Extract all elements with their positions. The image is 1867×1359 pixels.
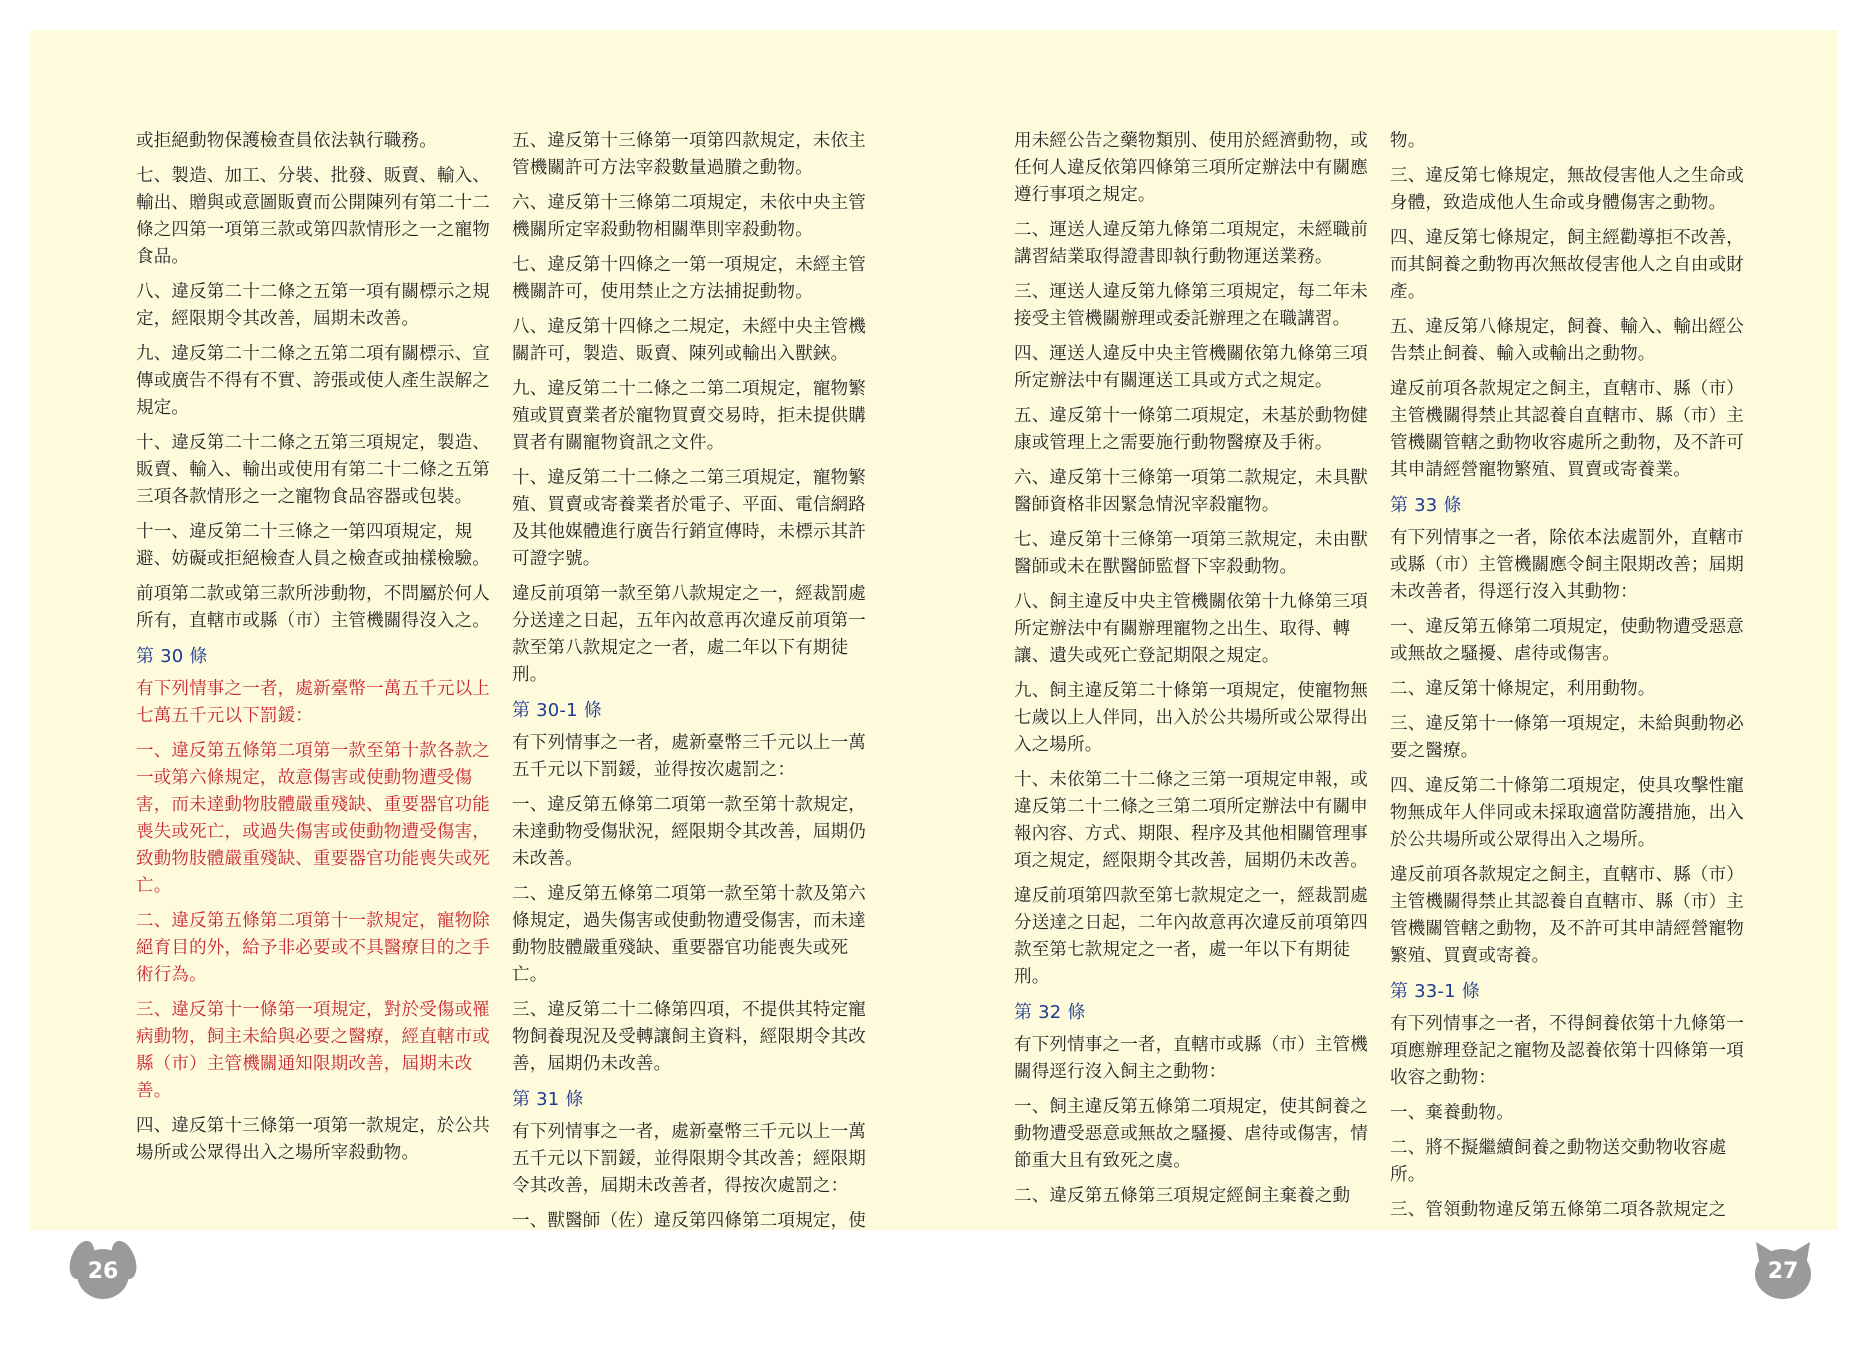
paragraph: 七、違反第十三條第一項第三款規定，未由獸醫師或未在獸醫師監督下宰殺動物。 <box>1014 530 1368 577</box>
page-number-left-text: 26 <box>87 1259 119 1284</box>
paragraph: 五、違反第八條規定，飼養、輸入、輸出經公告禁止飼養、輸入或輸出之動物。 <box>1390 317 1744 364</box>
paragraph: 違反前項各款規定之飼主，直轄市、縣（市）主管機關得禁止其認養自直轄市、縣（市）主管機關管轄之動物收容處所之動物，及不許可其申請經營寵物繁殖、買賣或寄養業。 <box>1390 379 1744 480</box>
paragraph: 四、違反第七條規定，飼主經勸導拒不改善，而其飼養之動物再次無故侵害他人之自由或財產。 <box>1390 228 1744 302</box>
paragraph: 六、違反第十三條第一項第二款規定，未具獸醫師資格非因緊急情況宰殺寵物。 <box>1014 468 1368 515</box>
paragraph: 三、違反第十一條第一項規定，未給與動物必要之醫療。 <box>1390 714 1744 761</box>
page-number-right <box>1748 1234 1818 1304</box>
paragraph: 用未經公告之藥物類別、使用於經濟動物，或任何人違反依第四條第三項所定辦法中有關應遵行事項之規定。 <box>1014 131 1368 205</box>
article-heading: 第 33-1 條 <box>1390 981 1480 1002</box>
paragraph: 違反前項第四款至第七款規定之一，經裁罰處分送達之日起，二年內故意再次違反前項第四款至第七款規定之一者，處一年以下有期徒刑。 <box>1014 886 1368 987</box>
paragraph: 或拒絕動物保護檢查員依法執行職務。 <box>136 131 437 151</box>
emphasized-paragraph: 有下列情事之一者，處新臺幣一萬五千元以上七萬五千元以下罰鍰： <box>136 679 490 726</box>
article-heading: 第 33 條 <box>1390 495 1462 516</box>
paragraph: 有下列情事之一者，處新臺幣三千元以上一萬五千元以下罰鍰，並得按次處罰之： <box>512 733 866 780</box>
paragraph: 三、違反第七條規定，無故侵害他人之生命或身體，致造成他人生命或身體傷害之動物。 <box>1390 166 1744 213</box>
paragraph: 四、運送人違反中央主管機關依第九條第三項所定辦法中有關運送工具或方式之規定。 <box>1014 344 1368 391</box>
article-heading: 第 32 條 <box>1014 1002 1086 1023</box>
article-heading: 第 30-1 條 <box>512 700 602 721</box>
paragraph: 二、違反第五條第三項規定經飼主棄養之動 <box>1014 1186 1351 1206</box>
paragraph: 九、違反第二十二條之五第二項有關標示、宣傳或廣告不得有不實、誇張或使人產生誤解之規定。 <box>136 344 490 418</box>
paragraph: 六、違反第十三條第二項規定，未依中央主管機關所定宰殺動物相關準則宰殺動物。 <box>512 193 866 240</box>
article-heading: 第 31 條 <box>512 1089 584 1110</box>
paragraph: 一、違反第五條第二項規定，使動物遭受惡意或無故之騷擾、虐待或傷害。 <box>1390 617 1744 664</box>
emphasized-paragraph: 三、違反第十一條第一項規定，對於受傷或罹病動物，飼主未給與必要之醫療，經直轄市或縣（市）主管機關通知限期改善，屆期未改善。 <box>136 1000 490 1101</box>
paragraph: 有下列情事之一者，不得飼養依第十九條第一項應辦理登記之寵物及認養依第十四條第一項收容之動物： <box>1390 1014 1744 1088</box>
paragraph: 一、獸醫師（佐）違反第四條第二項規定，使 <box>512 1211 866 1231</box>
paragraph: 七、違反第十四條之一第一項規定，未經主管機關許可，使用禁止之方法捕捉動物。 <box>512 255 866 302</box>
paragraph: 二、將不擬繼續飼養之動物送交動物收容處所。 <box>1390 1138 1727 1185</box>
right-page-column-2 <box>1390 128 1744 1232</box>
left-page-column-2 <box>512 128 866 1243</box>
article-heading: 第 30 條 <box>136 646 208 667</box>
page-number-right-text: 27 <box>1767 1259 1799 1284</box>
paragraph: 八、飼主違反中央主管機關依第十九條第三項所定辦法中有關辦理寵物之出生、取得、轉讓、遺失或死亡登記期限之規定。 <box>1014 592 1368 666</box>
left-page-column-1 <box>136 128 490 1175</box>
paragraph: 十、違反第二十二條之五第三項規定，製造、販賣、輸入、輸出或使用有第二十二條之五第三項各款情形之一之寵物食品容器或包裝。 <box>136 433 490 507</box>
page-number-left <box>68 1234 138 1304</box>
paragraph: 三、違反第二十二條第四項，不提供其特定寵物飼養現況及受轉讓飼主資料，經限期令其改善，屆期仍未改善。 <box>512 1000 866 1074</box>
paragraph: 三、管領動物違反第五條第二項各款規定之 <box>1390 1200 1727 1220</box>
paragraph: 違反前項第一款至第八款規定之一，經裁罰處分送達之日起，五年內故意再次違反前項第一款至第八款規定之一者，處二年以下有期徒刑。 <box>512 584 866 685</box>
paragraph: 十一、違反第二十三條之一第四項規定，規避、妨礙或拒絕檢查人員之檢查或抽樣檢驗。 <box>136 522 490 569</box>
emphasized-paragraph: 二、違反第五條第二項第十一款規定，寵物除絕育目的外，給予非必要或不具醫療目的之手術行為。 <box>136 911 490 985</box>
paragraph: 七、製造、加工、分裝、批發、販賣、輸入、輸出、贈與或意圖販賣而公開陳列有第二十二條之四第一項第三款或第四款情形之一之寵物食品。 <box>136 166 490 267</box>
paragraph: 有下列情事之一者，處新臺幣三千元以上一萬五千元以下罰鍰，並得限期令其改善；經限期令其改善，屆期未改善者，得按次處罰之： <box>512 1122 866 1196</box>
emphasized-paragraph: 一、違反第五條第二項第一款至第十款各款之一或第六條規定，故意傷害或使動物遭受傷害，而未達動物肢體嚴重殘缺、重要器官功能喪失或死亡，或過失傷害或使動物遭受傷害，致動物肢體嚴重殘缺、重要器官功能喪失或死亡。 <box>136 741 490 896</box>
paragraph: 二、違反第五條第二項第一款至第十款及第六條規定，過失傷害或使動物遭受傷害，而未達動物肢體嚴重殘缺、重要器官功能喪失或死亡。 <box>512 884 866 985</box>
paragraph: 二、違反第十條規定，利用動物。 <box>1390 679 1656 699</box>
paragraph: 違反前項各款規定之飼主，直轄市、縣（市）主管機關得禁止其認養自直轄市、縣（市）主管機關管轄之動物，及不許可其申請經營寵物繁殖、買賣或寄養。 <box>1390 865 1744 966</box>
paragraph: 前項第二款或第三款所涉動物，不問屬於何人所有，直轄市或縣（市）主管機關得沒入之。 <box>136 584 490 631</box>
paragraph: 十、違反第二十二條之二第三項規定，寵物繁殖、買賣或寄養業者於電子、平面、電信網路及其他媒體進行廣告行銷宣傳時，未標示其許可證字號。 <box>512 468 866 569</box>
paragraph: 三、運送人違反第九條第三項規定，每二年未接受主管機關辦理或委託辦理之在職講習。 <box>1014 282 1368 329</box>
paragraph: 二、運送人違反第九條第二項規定，未經職前講習結業取得證書即執行動物運送業務。 <box>1014 220 1368 267</box>
paragraph: 一、飼主違反第五條第二項規定，使其飼養之動物遭受惡意或無故之騷擾、虐待或傷害，情節重大且有致死之虞。 <box>1014 1097 1368 1171</box>
paragraph: 八、違反第十四條之二規定，未經中央主管機關許可，製造、販賣、陳列或輸出入獸鋏。 <box>512 317 866 364</box>
paragraph: 五、違反第十三條第一項第四款規定，未依主管機關許可方法宰殺數量過賸之動物。 <box>512 131 866 178</box>
paragraph: 四、違反第二十條第二項規定，使具攻擊性寵物無成年人伴同或未採取適當防護措施，出入於公共場所或公眾得出入之場所。 <box>1390 776 1744 850</box>
paragraph: 九、違反第二十二條之二第二項規定，寵物繁殖或買賣業者於寵物買賣交易時，拒未提供購買者有關寵物資訊之文件。 <box>512 379 866 453</box>
right-page-column-1 <box>1014 128 1368 1218</box>
paragraph: 九、飼主違反第二十條第一項規定，使寵物無七歲以上人伴同，出入於公共場所或公眾得出入之場所。 <box>1014 681 1368 755</box>
paragraph: 八、違反第二十二條之五第一項有關標示之規定，經限期令其改善，屆期未改善。 <box>136 282 490 329</box>
paragraph: 一、違反第五條第二項第一款至第十款規定，未達動物受傷狀況，經限期令其改善，屆期仍未改善。 <box>512 795 866 869</box>
paragraph: 有下列情事之一者，除依本法處罰外，直轄市或縣（市）主管機關應令飼主限期改善；屆期未改善者，得逕行沒入其動物： <box>1390 528 1744 602</box>
paragraph: 一、棄養動物。 <box>1390 1103 1514 1123</box>
paragraph: 有下列情事之一者，直轄市或縣（市）主管機關得逕行沒入飼主之動物： <box>1014 1035 1368 1082</box>
paragraph: 物。 <box>1390 131 1426 151</box>
paragraph: 四、違反第十三條第一項第一款規定，於公共場所或公眾得出入之場所宰殺動物。 <box>136 1116 490 1163</box>
paragraph: 五、違反第十一條第二項規定，未基於動物健康或管理上之需要施行動物醫療及手術。 <box>1014 406 1368 453</box>
paragraph: 十、未依第二十二條之三第一項規定申報，或違反第二十二條之三第二項所定辦法中有關申報內容、方式、期限、程序及其他相關管理事項之規定，經限期令其改善，屆期仍未改善。 <box>1014 770 1368 871</box>
